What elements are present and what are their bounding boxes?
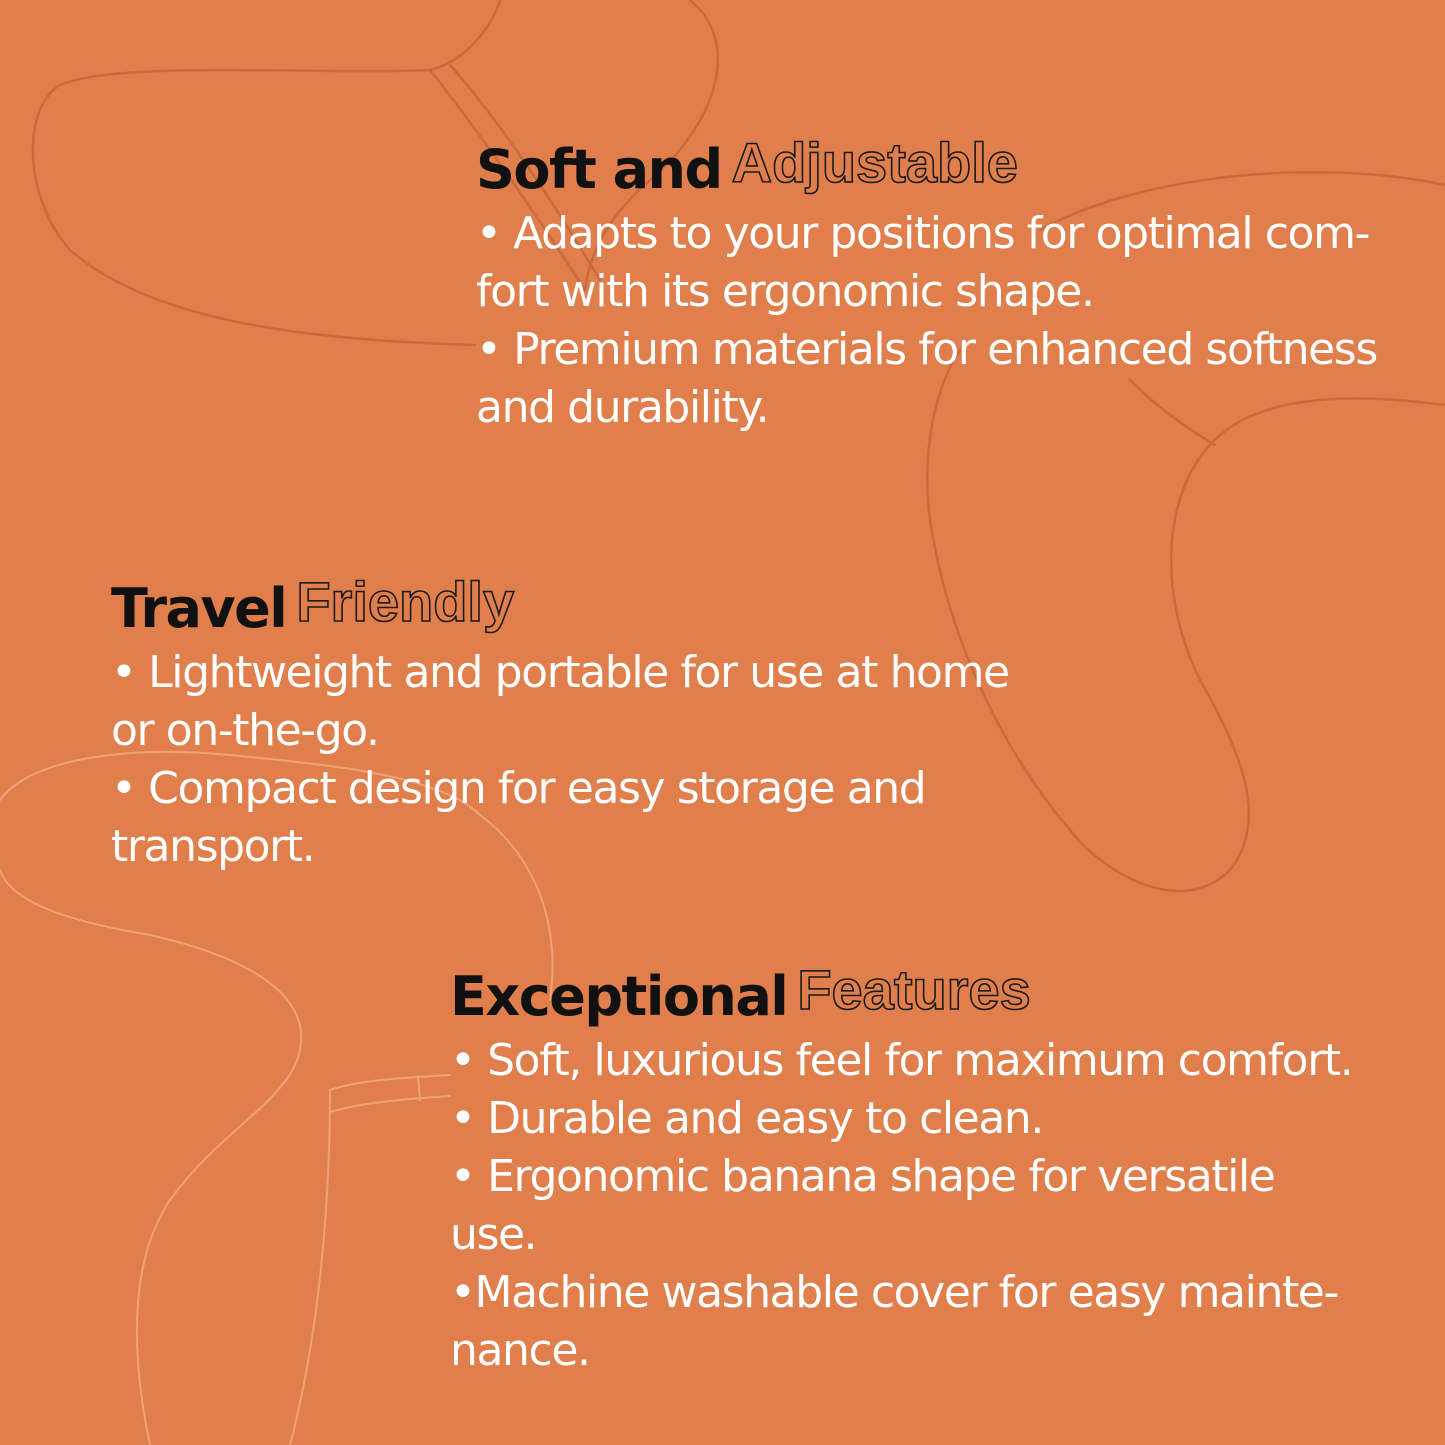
feature-line: • Durable and easy to clean.: [450, 1093, 1043, 1144]
feature-line: • Compact design for easy storage and: [111, 763, 926, 814]
pillow-seam-bottom-2: [330, 1096, 450, 1112]
section-heading: [111, 572, 1009, 644]
feature-line: • Adapts to your positions for optimal com-: [476, 208, 1370, 259]
feature-line: use.: [450, 1209, 537, 1260]
pillow-outline-top: [60, 0, 500, 85]
feature-line: • Premium materials for enhanced softness: [476, 324, 1377, 375]
pillow-outline-bottom-inner: [0, 870, 301, 1445]
pillow-seam-bottom: [330, 1075, 450, 1090]
pillow-seam-bottom-3: [418, 1076, 420, 1100]
feature-line: • Lightweight and portable for use at home: [111, 647, 1009, 698]
pillow-outline-bottom-edge: [290, 1090, 330, 1445]
heading-outline: Features: [797, 958, 1031, 1021]
heading-solid: Travel: [111, 577, 287, 640]
feature-line: •Machine washable cover for easy mainte-: [450, 1267, 1338, 1318]
heading-outline: Friendly: [296, 570, 515, 633]
section-exceptional-features: [450, 960, 1352, 1380]
feature-line: and durability.: [476, 382, 769, 433]
heading-outline: Adjustable: [731, 131, 1018, 194]
feature-line: fort with its ergonomic shape.: [476, 266, 1094, 317]
section-soft-and-adjustable: [476, 133, 1377, 437]
feature-line: or on-the-go.: [111, 705, 379, 756]
section-travel-friendly: [111, 572, 1009, 876]
feature-line: • Soft, luxurious feel for maximum comfort.: [450, 1035, 1353, 1086]
section-heading: [450, 960, 1352, 1032]
feature-list: [111, 644, 1009, 876]
feature-line: • Ergonomic banana shape for versatile: [450, 1151, 1275, 1202]
section-heading: [476, 133, 1377, 205]
heading-solid: Soft and: [476, 138, 722, 201]
heading-solid: Exceptional: [450, 965, 788, 1028]
feature-line: nance.: [450, 1325, 590, 1376]
feature-line: transport.: [111, 821, 315, 872]
pillow-outline-top-inner: [33, 85, 475, 345]
feature-list: [476, 205, 1377, 437]
feature-list: [450, 1032, 1352, 1380]
